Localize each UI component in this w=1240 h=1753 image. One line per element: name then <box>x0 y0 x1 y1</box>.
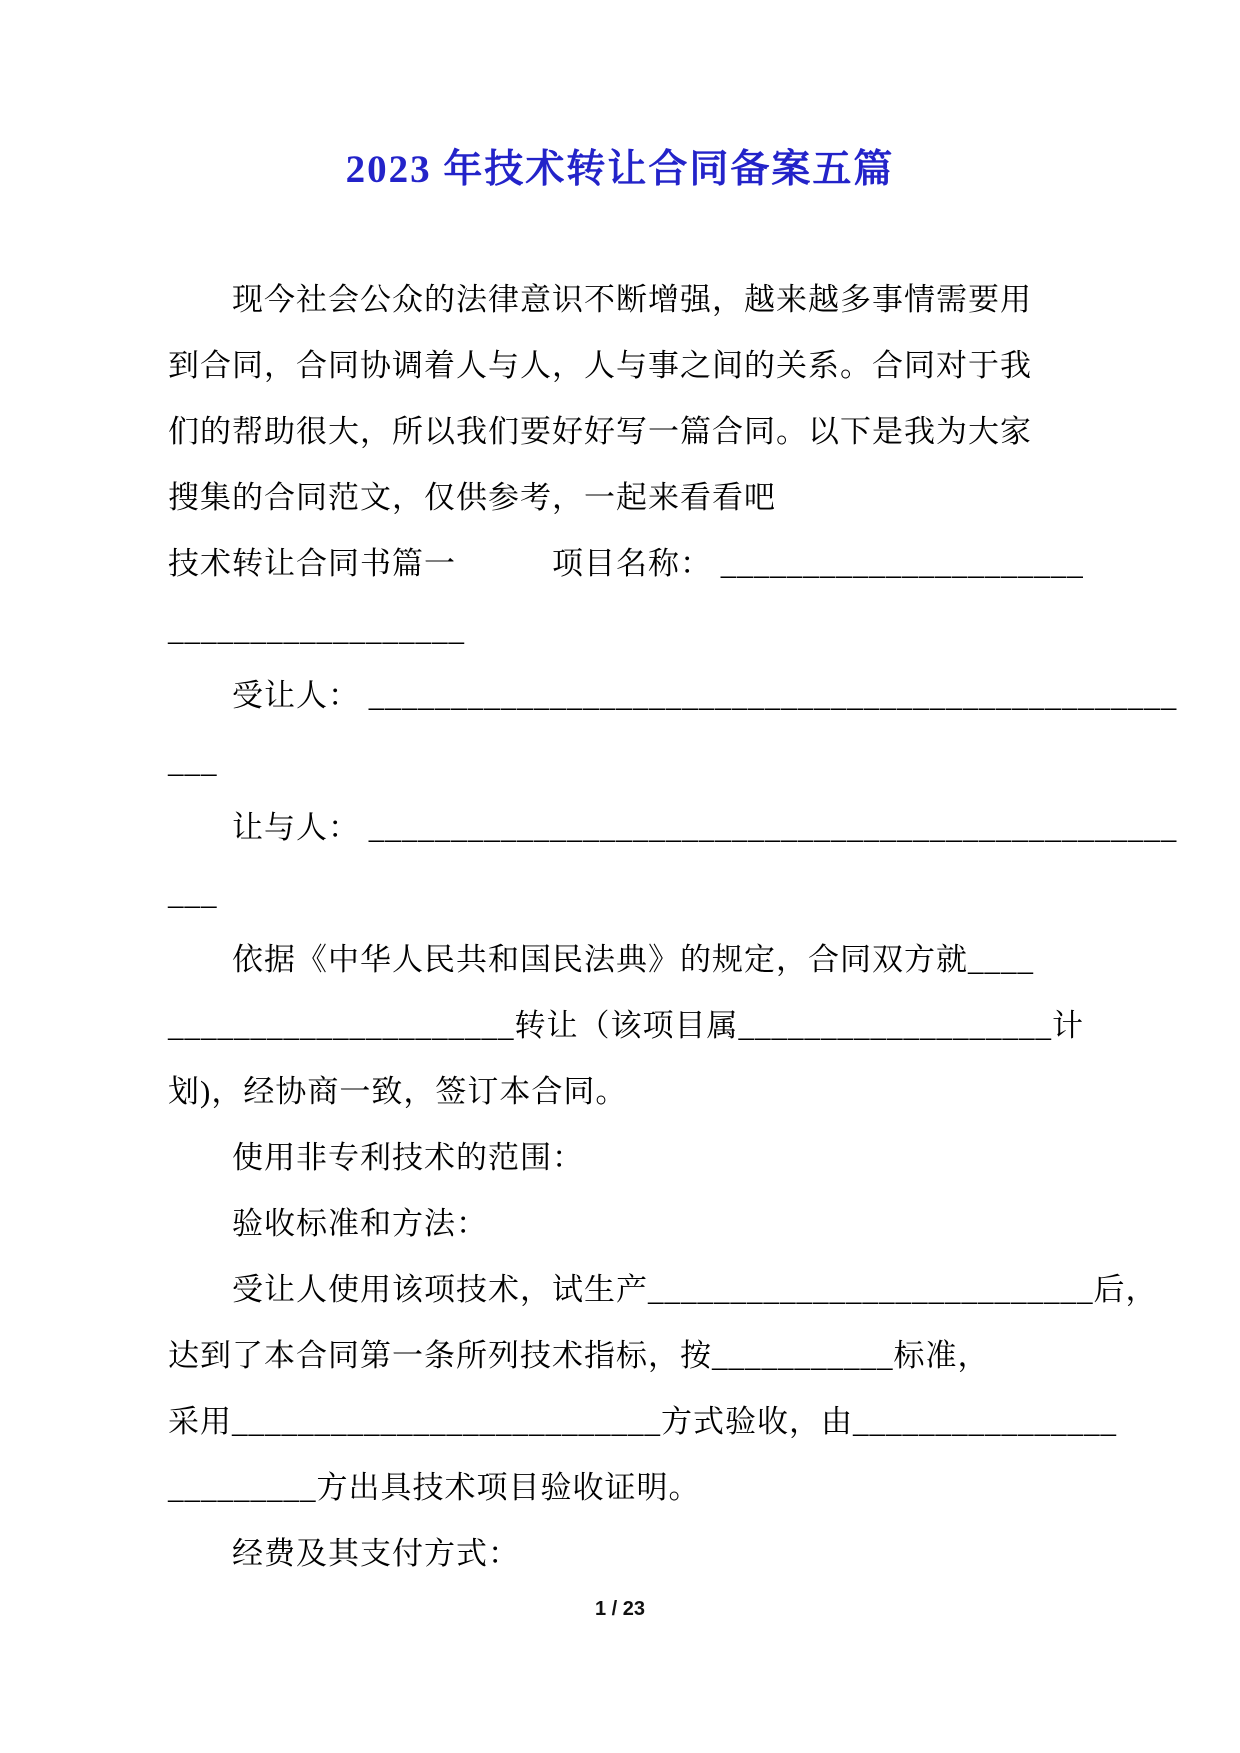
page-number-indicator: 1 / 23 <box>594 1598 646 1620</box>
text-line: 受让人使用该项技术，试生产___________________________后， <box>232 1272 1158 1307</box>
text-line: 让与人： _________________________________________________ <box>232 810 1178 845</box>
document-title: 2023 年技术转让合同备案五篇 <box>345 148 895 191</box>
text-line: 采用__________________________方式验收，由________________ <box>168 1404 1117 1439</box>
text-line: _____________________转让（该项目属___________________计 <box>168 1008 1084 1043</box>
text-line: 搜集的合同范文，仅供参考，一起来看看吧 <box>168 480 776 515</box>
text-line: 技术转让合同书篇一 项目名称： ______________________ <box>168 546 1084 581</box>
document-body <box>168 267 1178 1587</box>
text-line: 受让人： _________________________________________________ <box>232 678 1178 713</box>
text-line: 现今社会公众的法律意识不断增强，越来越多事情需要用 <box>232 282 1032 317</box>
text-line: 经费及其支付方式： <box>232 1536 520 1571</box>
text-line: _________方出具技术项目验收证明。 <box>168 1470 701 1505</box>
text-line: ___ <box>168 744 218 779</box>
text-line: 使用非专利技术的范围： <box>232 1140 584 1175</box>
text-line: 划)，经协商一致，签订本合同。 <box>168 1074 628 1109</box>
text-line: 们的帮助很大，所以我们要好好写一篇合同。以下是我为大家 <box>168 414 1032 449</box>
text-line: ___ <box>168 876 218 911</box>
text-line: 达到了本合同第一条所列技术指标，按___________标准， <box>168 1338 990 1373</box>
text-line: 依据《中华人民共和国民法典》的规定，合同双方就____ <box>232 942 1034 977</box>
text-line: __________________ <box>168 612 465 647</box>
text-line: 到合同，合同协调着人与人，人与事之间的关系。合同对于我 <box>168 348 1032 383</box>
text-line: 验收标准和方法： <box>232 1206 488 1241</box>
